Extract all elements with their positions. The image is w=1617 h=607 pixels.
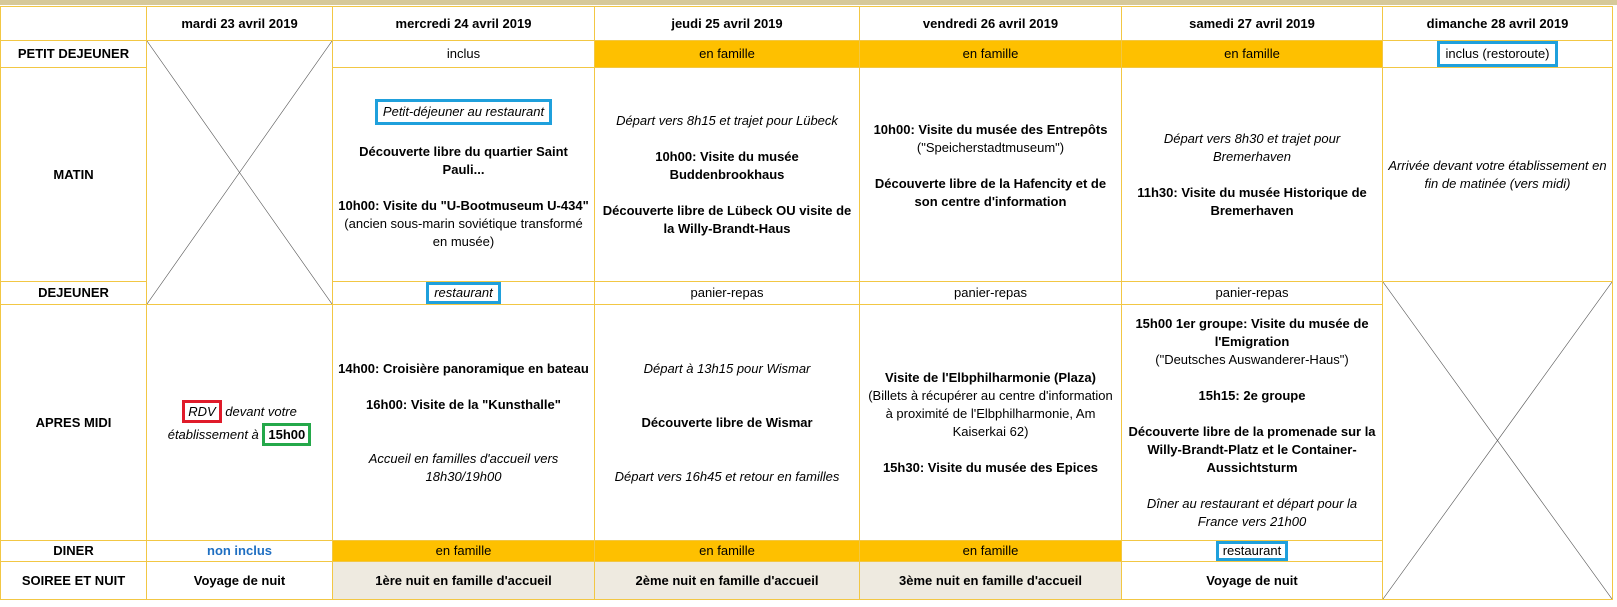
highlight-box-blue: Petit-déjeuner au restaurant: [375, 99, 552, 125]
dejeuner-thu: panier-repas: [595, 282, 860, 305]
apres-midi-wed-line2: 16h00: Visite de la "Kunsthalle": [366, 396, 561, 412]
highlight-box-green: 15h00: [262, 423, 311, 446]
matin-fri-line2: ("Speicherstadtmuseum"): [916, 139, 1065, 155]
apres-midi-thu-line1: Départ à 13h15 pour Wismar: [643, 360, 811, 376]
apres-midi-tue: [147, 305, 333, 541]
matin-wed: [333, 68, 595, 282]
row-label-diner: DINER: [1, 541, 147, 562]
apres-midi-fri-line1: Visite de l'Elbphilharmonie (Plaza): [885, 369, 1096, 385]
header-row: [1, 7, 1613, 41]
top-rule: [0, 0, 1617, 5]
petit-dejeuner-sun: [1383, 41, 1613, 68]
matin-fri-line1: 10h00: Visite du musée des Entrepôts: [873, 121, 1108, 137]
row-soiree: [1, 562, 1613, 600]
apres-midi-sat-line5: Dîner au restaurant et départ pour la France vers 21h00: [1146, 495, 1358, 529]
day-header-fri: vendredi 26 avril 2019: [860, 7, 1122, 41]
apres-midi-wed-line1: 14h00: Croisière panoramique en bateau: [338, 360, 589, 376]
petit-dejeuner-thu: en famille: [595, 41, 860, 68]
cross-mark: [1383, 282, 1612, 599]
soiree-tue: Voyage de nuit: [147, 562, 333, 600]
apres-midi-wed-line3: Accueil en familles d'accueil vers 18h30/19h00: [368, 450, 559, 484]
highlight-box-blue: inclus (restoroute): [1437, 41, 1557, 67]
row-label-matin: MATIN: [1, 68, 147, 282]
row-label-soiree: SOIREE ET NUIT: [1, 562, 147, 600]
matin-sat-line2: 11h30: Visite du musée Historique de Bremerhaven: [1137, 184, 1367, 218]
apres-midi-fri-line3: 15h30: Visite du musée des Epices: [882, 459, 1099, 475]
diner-thu: en famille: [595, 541, 860, 562]
soiree-fri: 3ème nuit en famille d'accueil: [860, 562, 1122, 600]
schedule-table: [0, 6, 1613, 600]
highlight-box-red: RDV: [182, 400, 221, 423]
row-petit-dejeuner: [1, 41, 1613, 68]
apres-midi-thu-line3: Départ vers 16h45 et retour en familles: [614, 468, 840, 484]
petit-dejeuner-wed: inclus: [333, 41, 595, 68]
apres-midi-thu: [595, 305, 860, 541]
soiree-sat: Voyage de nuit: [1122, 562, 1383, 600]
apres-midi-sat: [1122, 305, 1383, 541]
matin-thu-line1: Départ vers 8h15 et trajet pour Lübeck: [616, 112, 838, 128]
day-header-tue: mardi 23 avril 2019: [147, 7, 333, 41]
highlight-box-blue: restaurant: [426, 282, 501, 304]
cross-mark: [147, 41, 332, 304]
petit-dejeuner-fri: en famille: [860, 41, 1122, 68]
apres-midi-wed: [333, 305, 595, 541]
diner-fri: en famille: [860, 541, 1122, 562]
row-label-dejeuner: DEJEUNER: [1, 282, 147, 305]
apres-midi-sat-line4: Découverte libre de la promenade sur la Willy-Brandt-Platz et le Container-Aussichtsturm: [1128, 423, 1376, 475]
matin-thu: [595, 68, 860, 282]
matin-fri-line3: Découverte libre de la Hafencity et de son centre d'information: [874, 175, 1107, 209]
corner-cell: [1, 7, 147, 41]
soiree-wed: 1ère nuit en famille d'accueil: [333, 562, 595, 600]
day-header-thu: jeudi 25 avril 2019: [595, 7, 860, 41]
apres-midi-fri: [860, 305, 1122, 541]
soiree-thu: 2ème nuit en famille d'accueil: [595, 562, 860, 600]
petit-dejeuner-sat: en famille: [1122, 41, 1383, 68]
apres-midi-fri-line2: (Billets à récupérer au centre d'information à proximité de l'Elbphilharmonie, Am Kaiserkai 62): [868, 387, 1113, 439]
day-header-sat: samedi 27 avril 2019: [1122, 7, 1383, 41]
diner-wed: en famille: [333, 541, 595, 562]
dejeuner-fri: panier-repas: [860, 282, 1122, 305]
matin-fri: [860, 68, 1122, 282]
apres-midi-sat-line1: 15h00 1er groupe: Visite du musée de l'Emigration: [1135, 315, 1369, 349]
highlight-box-blue: restaurant: [1216, 541, 1289, 561]
matin-thu-line2: 10h00: Visite du musée Buddenbrookhaus: [655, 148, 799, 182]
row-label-apres-midi: APRES MIDI: [1, 305, 147, 541]
day-header-wed: mercredi 24 avril 2019: [333, 7, 595, 41]
crossed-out-cell-tue-morning: [147, 41, 333, 305]
dejeuner-sat: panier-repas: [1122, 282, 1383, 305]
matin-sat: [1122, 68, 1383, 282]
matin-wed-line3: (ancien sous-marin soviétique transformé en musée): [344, 215, 583, 249]
diner-sat: [1122, 541, 1383, 562]
row-diner: [1, 541, 1613, 562]
dejeuner-wed: [333, 282, 595, 305]
matin-wed-line2: 10h00: Visite du "U-Bootmuseum U-434": [338, 197, 589, 213]
apres-midi-thu-line2: Découverte libre de Wismar: [641, 414, 813, 430]
matin-thu-line3: Découverte libre de Lübeck OU visite de la Willy-Brandt-Haus: [602, 202, 852, 236]
apres-midi-sat-line3: 15h15: 2e groupe: [1198, 387, 1306, 403]
crossed-out-cell-sun-afternoon: [1383, 282, 1613, 600]
day-header-sun: dimanche 28 avril 2019: [1383, 7, 1613, 41]
matin-sun: Arrivée devant votre établissement en fin de matinée (vers midi): [1383, 68, 1613, 282]
row-label-petit-dejeuner: PETIT DEJEUNER: [1, 41, 147, 68]
apres-midi-tue-text: devant votre établissement à: [167, 403, 297, 442]
diner-tue: non inclus: [147, 541, 333, 562]
matin-sat-line1: Départ vers 8h30 et trajet pour Bremerhaven: [1163, 130, 1341, 164]
apres-midi-sat-line2: ("Deutsches Auswanderer-Haus"): [1155, 351, 1349, 367]
matin-wed-line1: Découverte libre du quartier Saint Pauli...: [359, 143, 568, 177]
row-apres-midi: [1, 305, 1613, 541]
